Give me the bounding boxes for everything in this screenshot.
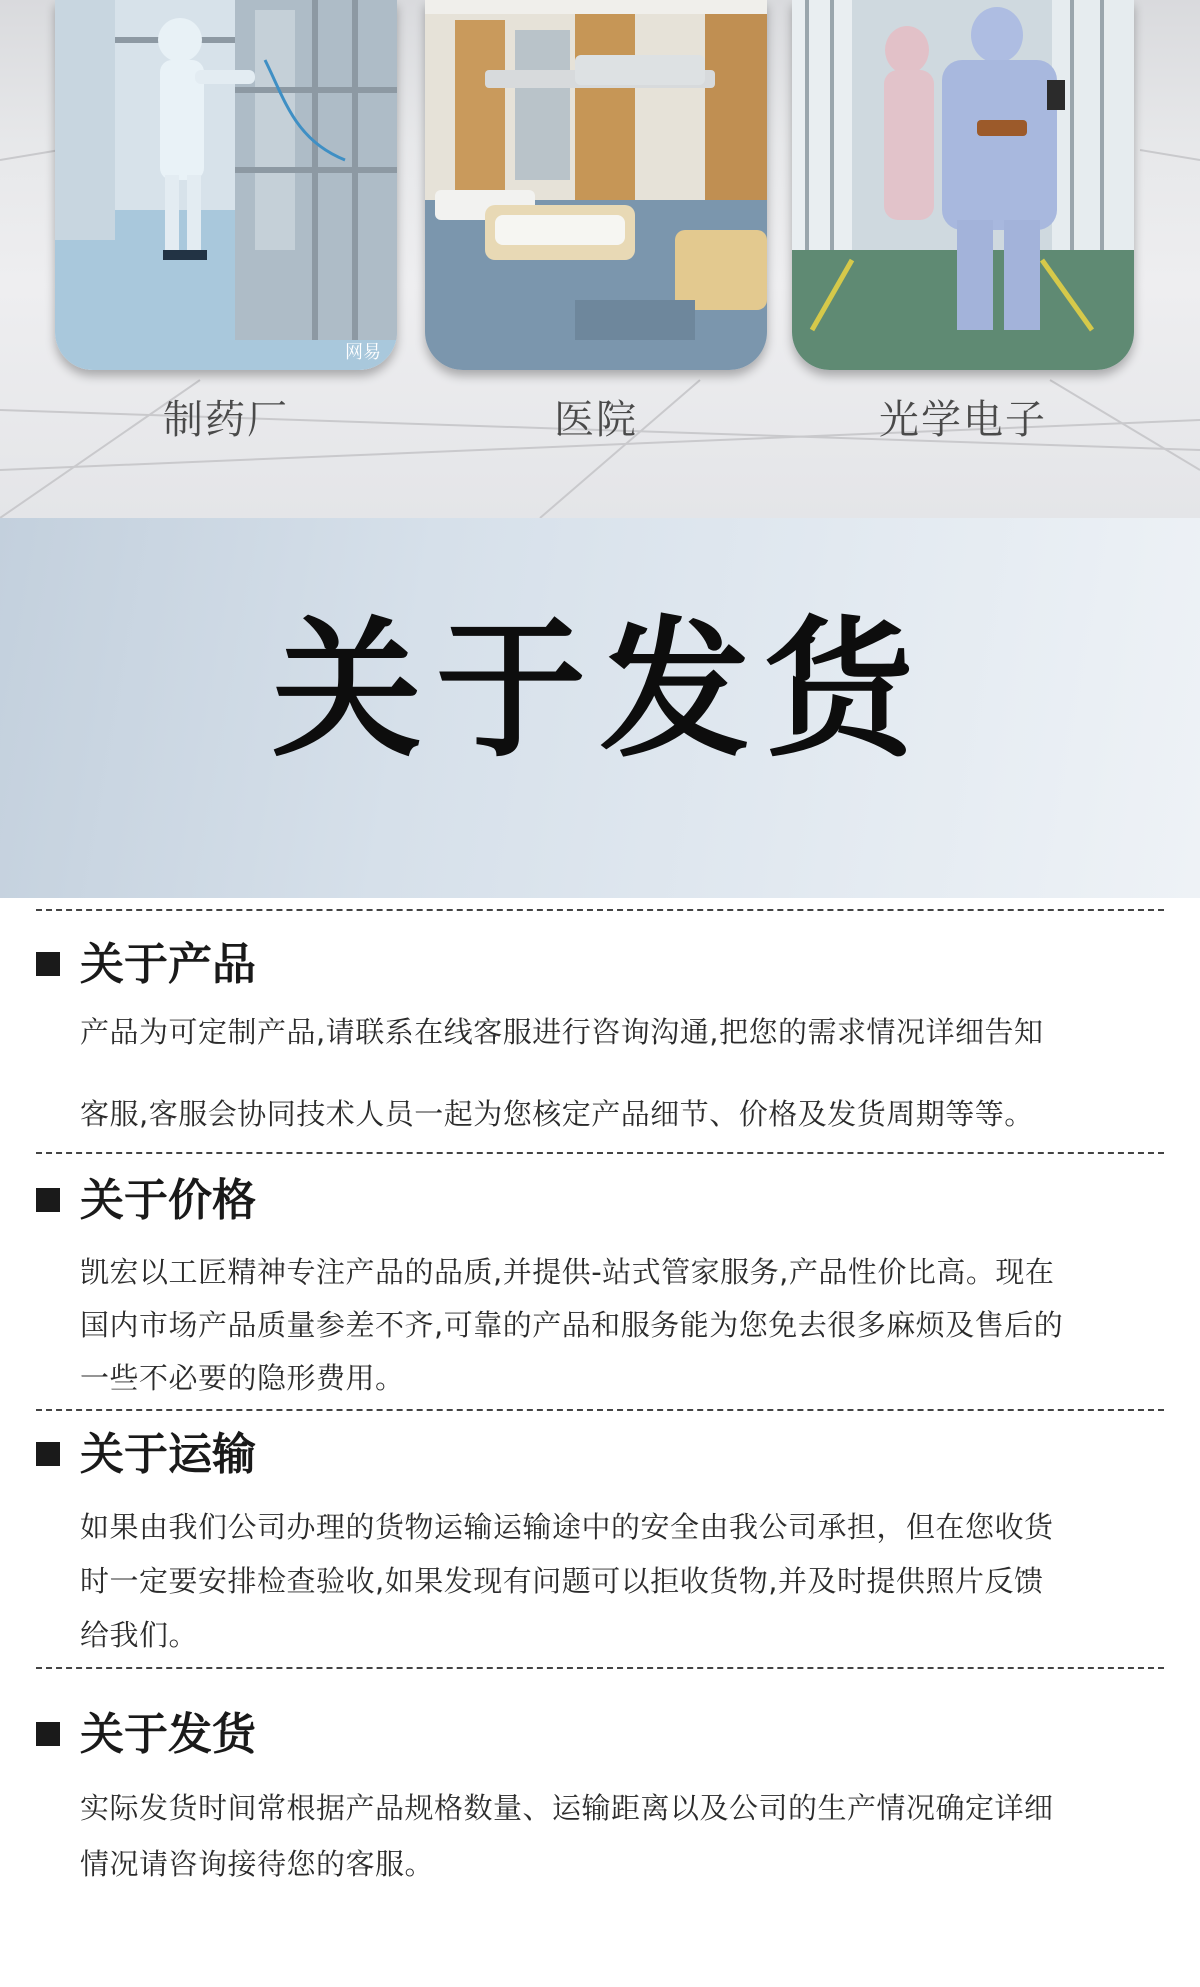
bullet-square-icon — [36, 1722, 60, 1746]
section-divider — [36, 1667, 1164, 1669]
body-line: 如果由我们公司办理的货物运输运输途中的安全由我公司承担，但在您收货 — [80, 1510, 1054, 1544]
electronics-cleanroom-photo — [792, 0, 1134, 370]
section-body-price — [80, 1246, 1165, 1405]
body-line: 给我们。 — [80, 1618, 199, 1652]
scene-caption-electronics: 光学电子 — [879, 397, 1047, 443]
bullet-square-icon — [36, 952, 60, 976]
bullet-square-icon — [36, 1188, 60, 1212]
body-line: 一些不必要的隐形费用。 — [80, 1361, 405, 1395]
section-title: 关于价格 — [80, 1175, 256, 1226]
body-line: 产品为可定制产品,请联系在线客服进行咨询沟通,把您的需求情况详细告知 — [80, 1015, 1044, 1049]
section-body-transport — [80, 1500, 1165, 1662]
hospital-ward-photo — [425, 0, 767, 370]
body-line: 国内市场产品质量参差不齐,可靠的产品和服务能为您免去很多麻烦及售后的 — [80, 1308, 1064, 1342]
pharma-factory-photo — [55, 0, 397, 370]
banner-title: 关于发货 — [271, 604, 928, 778]
body-line: 实际发货时间常根据产品规格数量、运输距离以及公司的生产情况确定详细 — [80, 1791, 1054, 1825]
body-line: 时一定要安排检查验收,如果发现有问题可以拒收货物,并及时提供照片反馈 — [80, 1564, 1044, 1598]
photo-watermark: 网易 — [345, 342, 381, 363]
section-divider — [36, 1409, 1164, 1411]
shipping-banner — [0, 518, 1200, 898]
section-title: 关于产品 — [80, 939, 256, 990]
body-line: 客服,客服会协同技术人员一起为您核定产品细节、价格及发货周期等等。 — [80, 1097, 1034, 1131]
application-scenes — [0, 0, 1200, 518]
scene-caption-pharma: 制药厂 — [163, 397, 289, 443]
section-body-shipping — [80, 1780, 1165, 1892]
section-body-product — [80, 1010, 1165, 1136]
section-title: 关于发货 — [80, 1709, 256, 1760]
body-line: 情况请咨询接待您的客服。 — [80, 1847, 435, 1881]
scene-caption-hospital: 医院 — [554, 397, 638, 443]
section-divider — [36, 1152, 1164, 1154]
bullet-square-icon — [36, 1442, 60, 1466]
section-divider — [36, 909, 1164, 911]
section-title: 关于运输 — [80, 1429, 256, 1480]
body-line: 凯宏以工匠精神专注产品的品质,并提供-站式管家服务,产品性价比高。现在 — [80, 1255, 1055, 1289]
